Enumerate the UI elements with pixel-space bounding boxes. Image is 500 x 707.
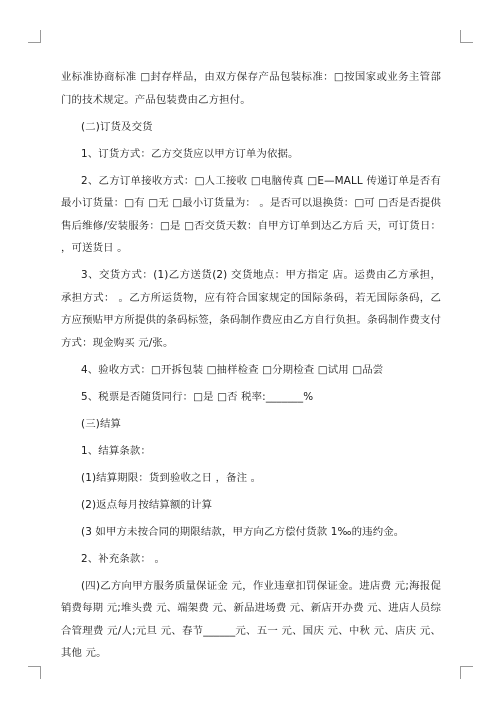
- paragraph-rebate: (2)返点每月按结算额的计算: [81, 498, 213, 511]
- paragraph-late-payment: (3 如甲方未按合同的期限结款，甲方向乙方偿付货款 1‰的违约金。: [81, 525, 405, 538]
- paragraph-inspection-method: 4、验收方式：□开拆包装 □抽样检查 □分期检查 □试用 □品尝: [81, 363, 384, 376]
- section-heading-settlement: (三)结算: [81, 417, 122, 430]
- paragraph-fees: (四)乙方向甲方服务质量保证金 元，作业违章扣罚保证金。进店费 元;海报促销费每期 元;堆头费 元、端架费 元、新品进场费 元、新店开办费 元、进店人员综合管理费 元/人;元旦 元、春节______元、五一 元、国庆 元、中秋 元、店庆 元、其他 元。: [61, 579, 441, 659]
- document-body: [61, 66, 445, 669]
- paragraph-delivery-method: 3、交货方式：(1)乙方送货(2) 交货地点：甲方指定 店。运费由乙方承担，承担方式： 。乙方所运货物，应有符合国家规定的国际条码，若无国际条码，乙方应预贴甲方所提供的条码标签，条码制作费应由乙方自行负担。条码制作费支付方式：现金购买 元/张。: [61, 269, 441, 349]
- crop-mark-top-left: [28, 30, 41, 43]
- crop-mark-bottom-right: [460, 666, 473, 679]
- paragraph-order-receipt: 2、乙方订单接收方式：□人工接收 □电脑传真 □E—MALL 传递订单是否有最小订货量：□有 □无 □最小订货量为： 。是否可以退换货：□可 □否是否提供售后维修/安装服务：□是 □否交货天数：自甲方订单到达乙方后 天，可订货日： ，可送货日 。: [61, 174, 445, 254]
- section-heading-ordering-delivery: (二)订货及交货: [81, 120, 153, 133]
- paragraph-order-method: 1、订货方式：乙方交货应以甲方订单为依据。: [81, 147, 299, 160]
- paragraph-tax-invoice: 5、税票是否随货同行：□是 □否 税率:_______%: [81, 390, 314, 403]
- crop-mark-top-right: [460, 30, 473, 43]
- crop-mark-bottom-left: [28, 666, 41, 679]
- paragraph-supplementary-terms: 2、补充条款： 。: [81, 552, 165, 565]
- paragraph-settlement-period: (1)结算期限：货到验收之日 ，备注 。: [81, 471, 262, 484]
- paragraph-packaging-standard: 业标准协商标准 □封存样品，由双方保存产品包装标准：□按国家或业务主管部门的技术规定。产品包装费由乙方担付。: [61, 71, 441, 106]
- paragraph-settlement-terms: 1、结算条款：: [81, 444, 152, 457]
